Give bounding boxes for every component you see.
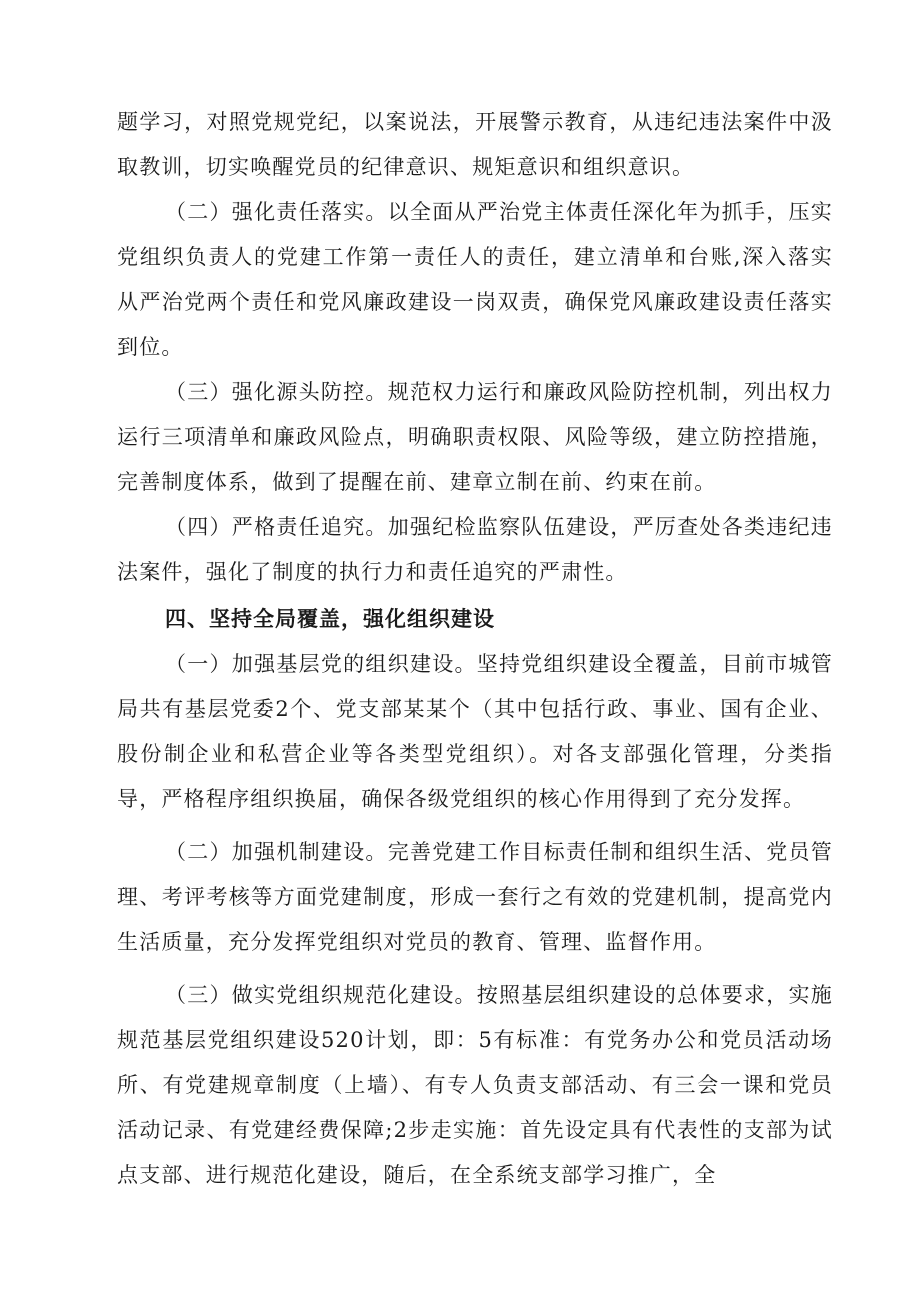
paragraph-grassroots-organization: （一）加强基层党的组织建设。坚持党组织建设全覆盖，目前市城管局共有基层党委2个、党支部某某个（其中包括行政、事业、国有企业、股份制企业和私营企业等各类型党组织）。对各支部强化管理，分类指导，严格程序组织换届，确保各级党组织的核心作用得到了充分发挥。 bbox=[117, 652, 833, 811]
document-body bbox=[117, 100, 833, 1198]
section-heading: 四、坚持全局覆盖，强化组织建设 bbox=[165, 607, 495, 631]
paragraph-continuation: 题学习，对照党规党纪，以案说法，开展警示教育，从违纪违法案件中汲取教训，切实唤醒党员的纪律意识、规矩意识和组织意识。 bbox=[117, 110, 833, 179]
paragraph-standardization: （三）做实党组织规范化建设。按照基层组织建设的总体要求，实施规范基层党组织建设520计划，即：5有标准：有党务办公和党员活动场所、有党建规章制度（上墙）、有专人负责支部活动、有三会一课和党员活动记录、有党建经费保障;2步走实施：首先设定具有代表性的支部为试点支部、进行规范化建设，随后，在全系统支部学习推广，全 bbox=[117, 983, 833, 1187]
paragraph-mechanism-building: （二）加强机制建设。完善党建工作目标责任制和组织生活、党员管理、考评考核等方面党建制度，形成一套行之有效的党建机制，提高党内生活质量，充分发挥党组织对党员的教育、管理、监督作用。 bbox=[117, 840, 833, 954]
paragraph-source-prevention: （三）强化源头防控。规范权力运行和廉政风险防控机制，列出权力运行三项清单和廉政风险点，明确职责权限、风险等级，建立防控措施，完善制度体系，做到了提醒在前、建章立制在前、约束在前。 bbox=[117, 380, 833, 494]
paragraph-accountability: （四）严格责任追究。加强纪检监察队伍建设，严厉查处各类违纪违法案件，强化了制度的执行力和责任追究的严肃性。 bbox=[117, 515, 833, 584]
paragraph-strengthen-responsibility: （二）强化责任落实。以全面从严治党主体责任深化年为抓手，压实党组织负责人的党建工作第一责任人的责任，建立清单和台账,深入落实从严治党两个责任和党风廉政建设一岗双责，确保党风廉政建设责任落实到位。 bbox=[117, 200, 833, 359]
